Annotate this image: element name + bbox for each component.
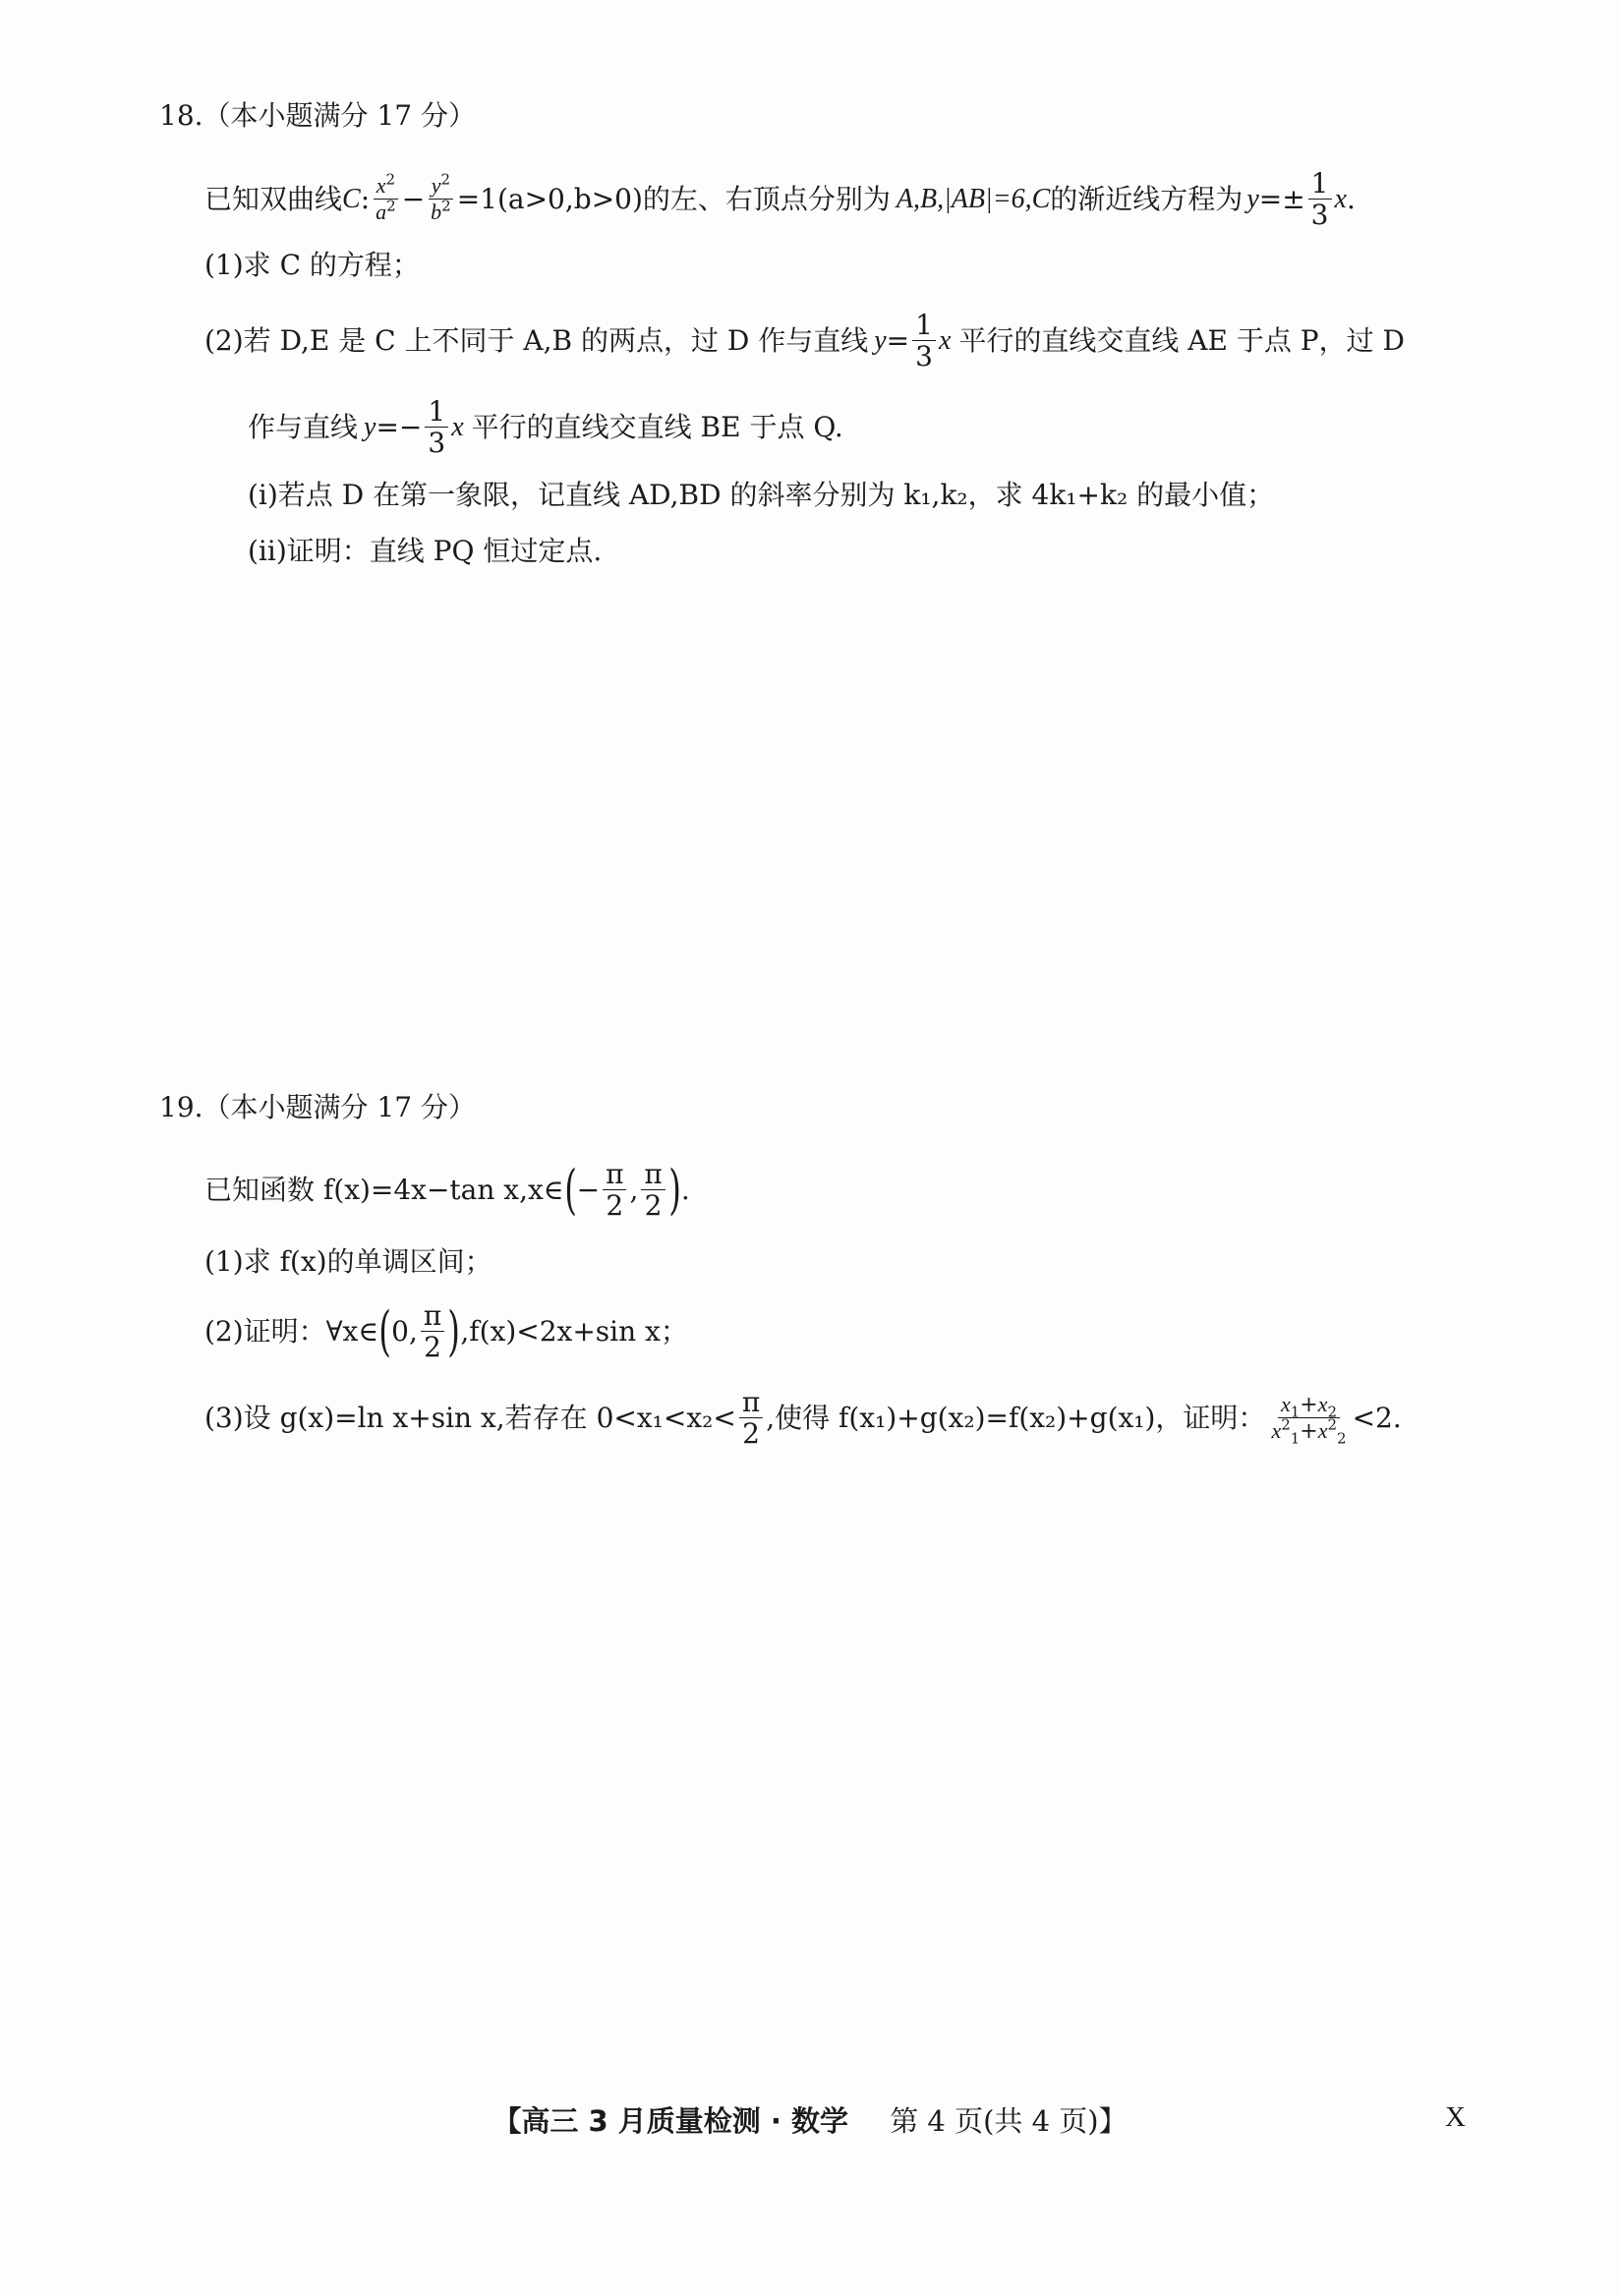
q19-part2: (2)证明：∀x∈ ( 0, $\frac{\pi}{2}$ ) ,f(x)<2x+sin x； xyxy=(204,1299,688,1364)
one-third-frac: $\frac{1}{3}$ xyxy=(1308,169,1332,230)
version-mark: X xyxy=(1445,2101,1466,2133)
q19-part3 xyxy=(204,1388,1402,1449)
q19-stem-text: 已知函数 f(x)=4x−tan x,x∈ xyxy=(204,1173,564,1206)
q19-part3-a: (3)设 g(x)=ln x+sin x,若存在 0<x₁<x₂< xyxy=(204,1401,736,1434)
q18-part2-line1: (2)若 D,E 是 C 上不同于 A,B 的两点，过 D 作与直线 y = $\frac{1}{3}$ x 平行的直线交直线 AE 于点 P，过 D xyxy=(204,309,1405,373)
q19-header: 19.（本小题满分 17 分） xyxy=(159,1091,476,1123)
q18-part2-d: 平行的直线交直线 BE 于点 Q. xyxy=(471,410,843,443)
q19-part3-b: ,使得 f(x₁)+g(x₂)=f(x₂)+g(x₁)，证明： xyxy=(766,1401,1266,1434)
pi-over-2-frac: $\frac{\pi}{2}$ xyxy=(641,1160,665,1221)
q19-part2-b: ,f(x)<2x+sin x； xyxy=(460,1314,688,1348)
q18-stem-prefix: 已知双曲线 xyxy=(204,182,343,215)
page-footer xyxy=(0,2099,1620,2140)
q19-part2-a: (2)证明：∀x∈ xyxy=(204,1314,379,1348)
footer-page: 第 4 页(共 4 页)】 xyxy=(890,2104,1128,2138)
q18-part2-c: 作与直线 xyxy=(248,410,359,443)
q18-sub-ii: (ⅱ)证明：直线 PQ 恒过定点. xyxy=(248,535,603,567)
q18-part2-a: (2)若 D,E 是 C 上不同于 A,B 的两点，过 D 作与直线 xyxy=(204,323,869,357)
pi-over-2-frac: $\frac{\pi}{2}$ xyxy=(603,1160,626,1221)
q19-part1: (1)求 f(x)的单调区间； xyxy=(204,1245,492,1278)
q18-sub-i: (ⅰ)若点 D 在第一象限，记直线 AD,BD 的斜率分别为 k₁,k₂，求 4k₁+k₂ 的最小值； xyxy=(248,479,1275,511)
x2-over-a2: $\frac{x^2}{a^2}$ xyxy=(373,174,399,224)
q19-stem: 已知函数 f(x)=4x−tan x,x∈ ( − $\frac{\pi}{2}$ , $\frac{\pi}{2}$ ) . xyxy=(204,1158,690,1223)
q18-header: 18.（本小题满分 17 分） xyxy=(159,99,476,132)
q18-stem-asym: 的渐近线方程为 xyxy=(1050,182,1244,215)
one-third-frac: $\frac{1}{3}$ xyxy=(425,397,448,458)
sum-over-sum-squares-frac: $\frac{x_1+x_2}{x^2_1+x^2_2}$ xyxy=(1271,1392,1347,1448)
q18-stem-ab: A,B,|AB|=6,C xyxy=(896,183,1051,214)
one-third-frac: $\frac{1}{3}$ xyxy=(912,311,936,372)
pi-over-2-frac: $\frac{\pi}{2}$ xyxy=(421,1301,444,1362)
q18-part2-b: 平行的直线交直线 AE 于点 P，过 D xyxy=(958,323,1405,357)
q19-part3-c: <2. xyxy=(1352,1401,1402,1434)
q18-stem: 已知双曲线 C : $\frac{x^2}{a^2}$ − $\frac{y^2}{b^2}$ =1(a>0,b>0)的左、右顶点分别为 A,B,|AB|=6,C 的渐近线方程为 y =± $\frac{1}{3}$ x . xyxy=(204,167,1356,232)
footer-title: 【高三 3 月质量检测 · 数学 xyxy=(492,2104,848,2138)
pi-over-2-frac: $\frac{\pi}{2}$ xyxy=(739,1388,763,1449)
q18-part2-line2: 作与直线 y =− $\frac{1}{3}$ x 平行的直线交直线 BE 于点 Q. xyxy=(248,395,843,460)
q18-stem-cond: =1(a>0,b>0)的左、右顶点分别为 xyxy=(456,182,891,215)
y2-over-b2: $\frac{y^2}{b^2}$ xyxy=(428,174,454,224)
q18-part1: (1)求 C 的方程； xyxy=(204,249,420,281)
